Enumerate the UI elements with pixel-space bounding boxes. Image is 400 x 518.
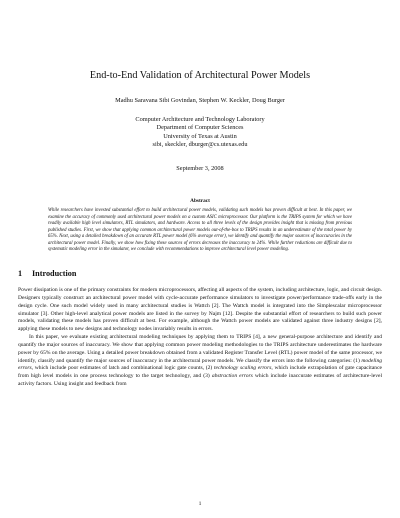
paper-title: End-to-End Validation of Architectural Power Models (89, 70, 311, 81)
affiliation-block (0, 116, 400, 149)
affiliation-department: Department of Computer Sciences (156, 124, 244, 132)
abstract-text: While researchers have invested substantial effort to build architectural power models, validating such models has proven difficult at best. In this paper, we examine the accuracy of commonly used architectural power models on a custom ASIC microprocessor. Our platform is the TRIPS system for which we have readily available high level simulators, RTL simulators, and hardware. Access to all three levels of the design provides insight that is missing from previous published studies. First, we show that applying common architectural power models out-of-the-box to TRIPS results in an underestimate of the total power by 65%. Next, using a detailed breakdown of an accurate RTL power model (6% average error), we identify and quantify the major sources of inaccuracies in the architectural power model. Finally, we show how fixing these sources of errors decreases the inaccuracy to 24%. While further reductions are difficult due to systematic modeling error in the simulator, we conclude with recommendations to improve architectural level power modeling. (48, 208, 352, 253)
author-list: Madhu Saravana Sibi Govindan, Stephen W. Keckler, Doug Burger (115, 97, 285, 104)
section-heading-introduction (18, 269, 76, 279)
page-number: 1 (198, 501, 202, 507)
abstract-heading: Abstract (190, 198, 210, 204)
affiliation-university: University of Texas at Austin (163, 132, 237, 140)
intro-p2-segment: , which include poor estimates of latch and combinational logic gate counts, (2) (31, 365, 214, 372)
intro-p2-segment: , which include extrapolation of gate capacitance from high level models in one process technology to the target technology, and (3) (18, 365, 382, 380)
term-abstraction-errors: abstraction errors (211, 373, 253, 380)
intro-p2-segment: In this paper, we evaluate existing architectural modeling techniques by applying them to TRIPS [4], a new general-purpose architecture and identify and quantify the major sources of inaccuracy. We show that applying common power modeling methodologies to the TRIPS architecture underestimates the hardware power by 65% on the average. Using a detailed power breakdown obtained from a validated Register Transfer Level (RTL) power model of the same processor, we identify, classify and quantify the major sources of inaccuracy in the architectural power models. We classify the errors into the following categories: (1) (18, 334, 382, 364)
term-modeling-errors: modeling errors (18, 357, 382, 372)
introduction-body (18, 287, 382, 389)
intro-p2-segment: which include inaccurate estimates of architecture-level activity factors. Using insight and feedback from (18, 373, 383, 388)
intro-paragraph-2 (18, 334, 382, 389)
affiliation-emails: sibi, skeckler, dburger@cs.utexas.edu (152, 140, 248, 148)
section-number: 1 (18, 269, 23, 278)
affiliation-lab: Computer Architecture and Technology Laboratory (135, 116, 265, 123)
paper-date: September 3, 2008 (176, 165, 224, 172)
term-technology-scaling-errors: technology scaling errors (213, 365, 272, 372)
section-title: Introduction (32, 269, 77, 278)
intro-paragraph-1: Power dissipation is one of the primary constraints for modern microprocessors, affecting all aspects of the system, including architecture, logic, and circuit design. Designers typically construct an architectural power model with cycle-accurate performance simulators to investigate power/performance trade-offs early in the design cycle. One such model widely used in many architectural studies is Wattch [2]. The Wattch model is integrated into the Simplescalar microprocessor simulator [3]. Other high-level analytical power models are listed in the survey by Najm [12]. Despite the substantial effort of researchers to build such power models, validating these models has proven difficult at best. For example, although the Wattch power models are validated against three industry designs [2], applying these models to new designs and technology nodes invariably results in errors. (18, 287, 382, 333)
